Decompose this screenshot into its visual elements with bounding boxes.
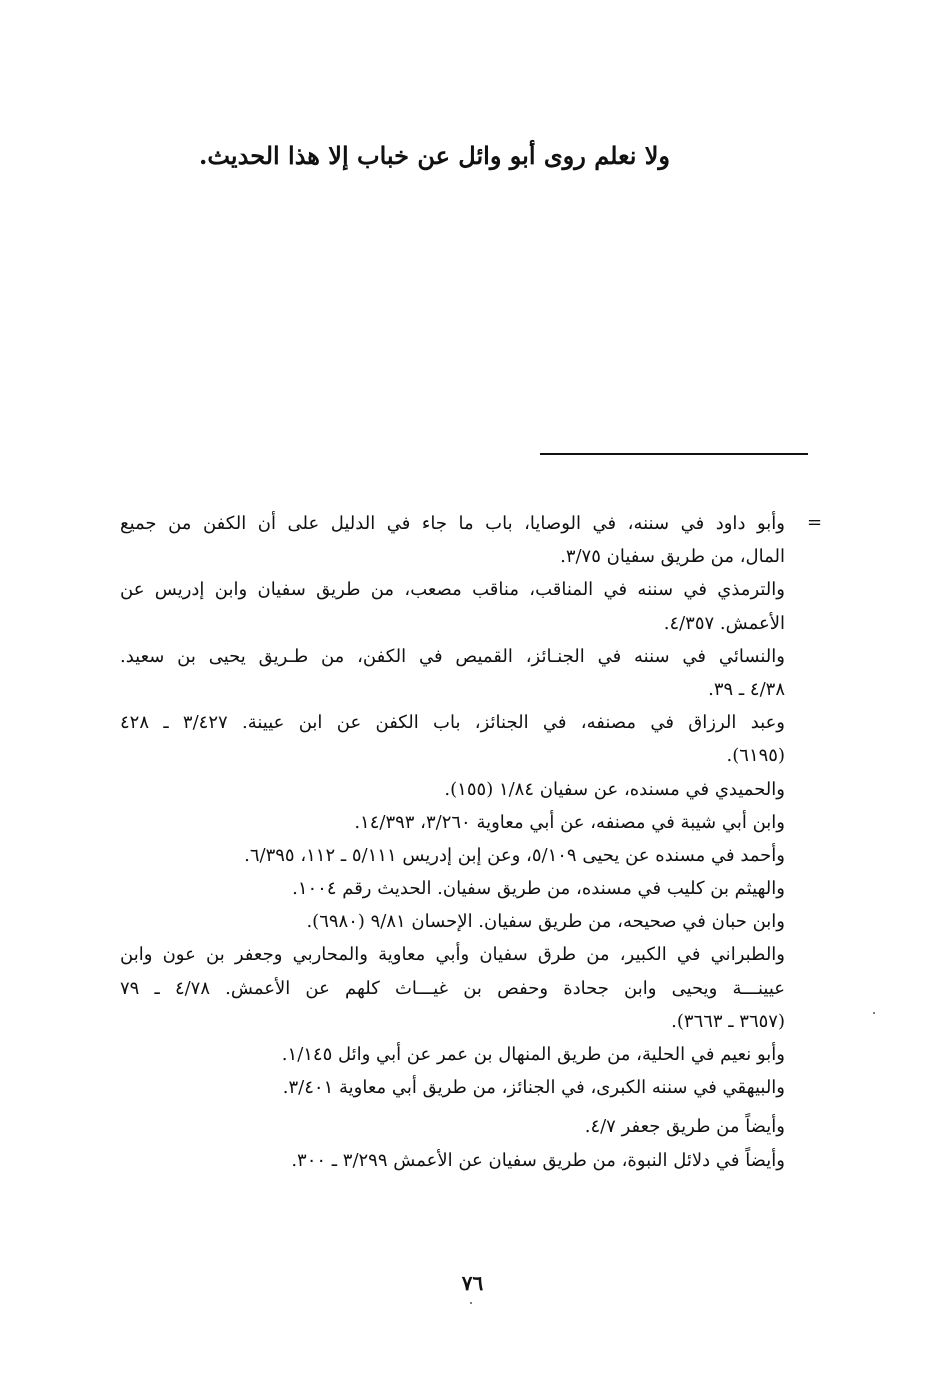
- footnote-line: وعبد الرزاق في مصنفه، في الجنائز، باب الكفن عن ابن عيينة. ٣/٤٢٧ ـ ٤٢٨: [120, 712, 785, 734]
- footnote-line: والنسائي في سننه في الجنـائز، القميص في الكفن، من طـريق يحيى بن سعيد.: [120, 645, 785, 667]
- footnote-line: عيينـــة ويحيى وابن جحادة وحفص بن غيـــاث كلهم عن الأعمش. ٤/٧٨ ـ ٧٩: [120, 977, 785, 999]
- footnote-line: (٣٦٥٧ ـ ٣٦٦٣).: [671, 1010, 785, 1032]
- footnotes-block: [120, 507, 785, 1177]
- footnote-line: وأحمد في مسنده عن يحيى ٥/١٠٩، وعن إبن إدريس ٥/١١١ ـ ١١٢، ٦/٣٩٥.: [244, 844, 785, 866]
- footnote-line: وأيضاً في دلائل النبوة، من طريق سفيان عن الأعمش ٣/٢٩٩ ـ ٣٠٠.: [291, 1149, 785, 1171]
- scan-speck: [873, 1012, 875, 1014]
- footnote-line: وابن أبي شيبة في مصنفه، عن أبي معاوية ٣/٢٦٠، ١٤/٣٩٣.: [354, 811, 785, 833]
- page-number: ٧٦: [461, 1271, 484, 1295]
- footnote-line: (٦١٩٥).: [726, 745, 785, 767]
- footnote-line: وابن حبان في صحيحه، من طريق سفيان. الإحسان ٩/٨١ (٦٩٨٠).: [306, 911, 785, 933]
- footnote-line: والهيثم بن كليب في مسنده، من طريق سفيان. الحديث رقم ١٠٠٤.: [292, 878, 785, 900]
- footnote-line: المال، من طريق سفيان ٣/٧٥.: [560, 546, 785, 568]
- footnote-line: والبيهقي في سننه الكبرى، في الجنائز، من طريق أبي معاوية ٣/٤٠١.: [282, 1077, 785, 1099]
- scan-speck: [470, 1302, 472, 1304]
- footnote-separator-line: [540, 453, 808, 455]
- footnote-line: وأبو نعيم في الحلية، من طريق المنهال بن عمر عن أبي وائل ١/١٤٥.: [281, 1044, 785, 1065]
- footnote-line: وأبو داود في سننه، في الوصايا، باب ما جاء في الدليل على أن الكفن من جميع: [120, 513, 785, 534]
- footnote-line: ٤/٣٨ ـ ٣٩.: [708, 678, 785, 700]
- footnote-line: والطبراني في الكبير، من طرق سفيان وأبي معاوية والمحاربي وجعفر بن عون وابن: [120, 944, 785, 966]
- footnote-line: والترمذي في سننه في المناقب، مناقب مصعب، من طريق سفيان وابن إدريس عن: [120, 579, 785, 601]
- footnote-line: الأعمش. ٤/٣٥٧.: [663, 612, 785, 634]
- footnote-line: وأيضاً من طريق جعفر ٤/٧.: [584, 1116, 785, 1138]
- footnote-continuation-mark: =: [807, 512, 823, 533]
- main-body-text: ولا نعلم روى أبو وائل عن خباب إلا هذا الحديث.: [199, 141, 670, 170]
- footnote-line: والحميدي في مسنده، عن سفيان ١/٨٤ (١٥٥).: [444, 778, 785, 800]
